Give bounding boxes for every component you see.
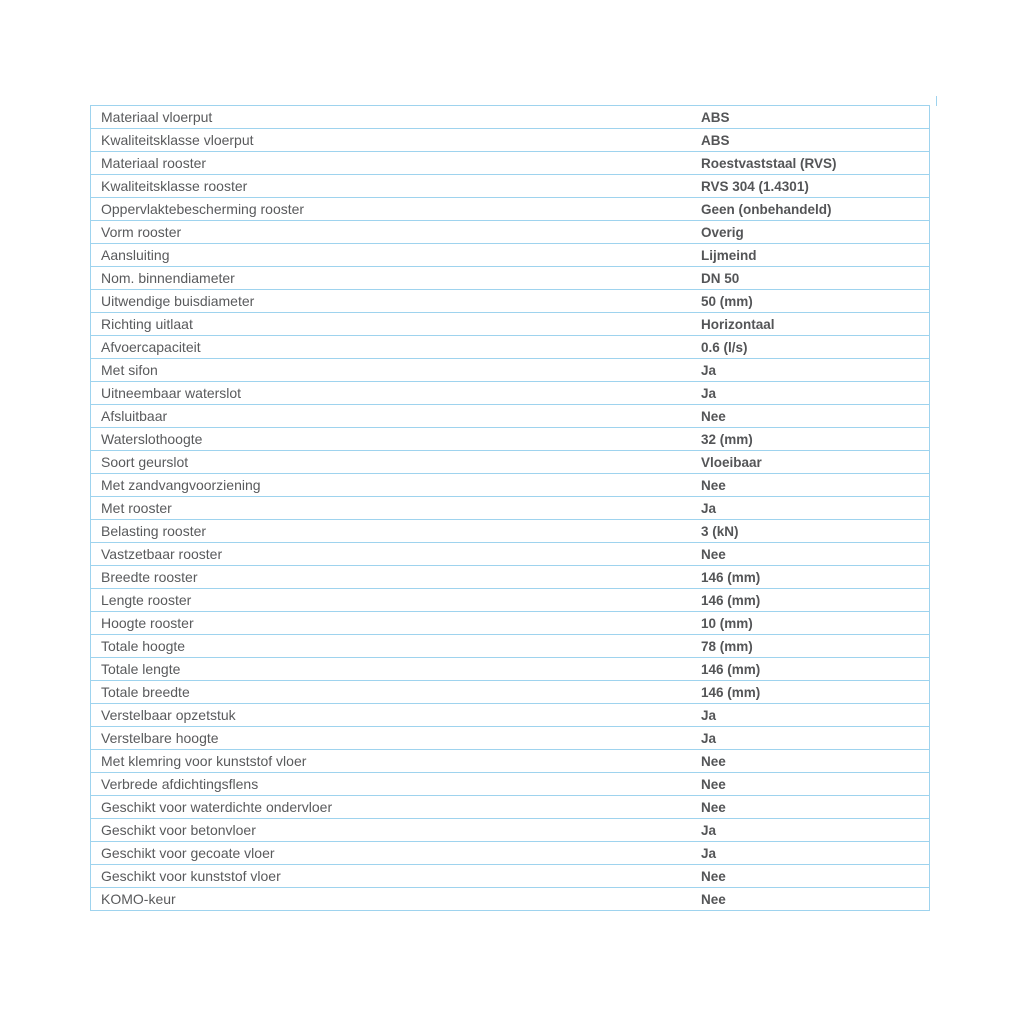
spec-label: Oppervlaktebescherming rooster bbox=[101, 201, 305, 217]
spec-value: DN 50 bbox=[701, 270, 740, 286]
spec-label: Totale breedte bbox=[101, 684, 190, 700]
spec-value: Nee bbox=[701, 753, 726, 769]
spec-label: Soort geurslot bbox=[101, 454, 189, 470]
table-row bbox=[91, 635, 929, 658]
table-row bbox=[91, 106, 929, 129]
table-row bbox=[91, 221, 929, 244]
spec-label: Uitwendige buisdiameter bbox=[101, 293, 255, 309]
spec-value: ABS bbox=[701, 132, 730, 148]
spec-value: 3 (kN) bbox=[701, 523, 739, 539]
spec-value: 146 (mm) bbox=[701, 569, 761, 585]
table-row bbox=[91, 543, 929, 566]
spec-value: Nee bbox=[701, 891, 726, 907]
table-row bbox=[91, 451, 929, 474]
table-row bbox=[91, 865, 929, 888]
spec-value: Ja bbox=[701, 707, 717, 723]
spec-value: Ja bbox=[701, 500, 717, 516]
table-row bbox=[91, 658, 929, 681]
spec-label: Lengte rooster bbox=[101, 592, 192, 608]
table-row bbox=[91, 819, 929, 842]
spec-label: Met zandvangvoorziening bbox=[101, 477, 261, 493]
table-row bbox=[91, 520, 929, 543]
spec-value: 78 (mm) bbox=[701, 638, 753, 654]
spec-value: Nee bbox=[701, 776, 726, 792]
table-row bbox=[91, 290, 929, 313]
spec-value: Nee bbox=[701, 546, 726, 562]
spec-label: Geschikt voor gecoate vloer bbox=[101, 845, 275, 861]
spec-label: Nom. binnendiameter bbox=[101, 270, 235, 286]
spec-value: Ja bbox=[701, 822, 717, 838]
spec-label: Waterslothoogte bbox=[101, 431, 203, 447]
spec-label: Kwaliteitsklasse vloerput bbox=[101, 132, 254, 148]
table-row bbox=[91, 152, 929, 175]
table-row bbox=[91, 888, 929, 910]
table-row bbox=[91, 773, 929, 796]
spec-label: Belasting rooster bbox=[101, 523, 207, 539]
spec-label: Verstelbare hoogte bbox=[101, 730, 219, 746]
spec-value: Horizontaal bbox=[701, 316, 775, 332]
spec-label: Verbrede afdichtingsflens bbox=[101, 776, 259, 792]
spec-label: Materiaal rooster bbox=[101, 155, 207, 171]
spec-value: Lijmeind bbox=[701, 247, 757, 263]
spec-value: 146 (mm) bbox=[701, 661, 761, 677]
table-row bbox=[91, 175, 929, 198]
spec-value: Ja bbox=[701, 845, 717, 861]
table-row bbox=[91, 566, 929, 589]
spec-value: Nee bbox=[701, 477, 726, 493]
spec-label: Totale lengte bbox=[101, 661, 181, 677]
spec-value: 146 (mm) bbox=[701, 684, 761, 700]
spec-value: Nee bbox=[701, 408, 726, 424]
spec-label: Breedte rooster bbox=[101, 569, 198, 585]
table-row bbox=[91, 704, 929, 727]
table-row bbox=[91, 382, 929, 405]
spec-value: 32 (mm) bbox=[701, 431, 753, 447]
table-row bbox=[91, 497, 929, 520]
table-row bbox=[91, 336, 929, 359]
spec-label: KOMO-keur bbox=[101, 891, 176, 907]
spec-value: Vloeibaar bbox=[701, 454, 762, 470]
table-row bbox=[91, 129, 929, 152]
table-row bbox=[91, 842, 929, 865]
spec-label: Met klemring voor kunststof vloer bbox=[101, 753, 307, 769]
table-row bbox=[91, 796, 929, 819]
table-row bbox=[91, 428, 929, 451]
spec-table-body bbox=[91, 106, 929, 910]
spec-label: Hoogte rooster bbox=[101, 615, 194, 631]
spec-label: Vastzetbaar rooster bbox=[101, 546, 223, 562]
table-row bbox=[91, 612, 929, 635]
spec-value: Ja bbox=[701, 385, 717, 401]
spec-label: Aansluiting bbox=[101, 247, 170, 263]
specifications-table bbox=[90, 105, 930, 911]
spec-value: 0.6 (l/s) bbox=[701, 339, 748, 355]
spec-label: Met sifon bbox=[101, 362, 158, 378]
spec-value: Geen (onbehandeld) bbox=[701, 201, 832, 217]
spec-value: Ja bbox=[701, 362, 717, 378]
table-row bbox=[91, 727, 929, 750]
table-row bbox=[91, 359, 929, 382]
table-row bbox=[91, 313, 929, 336]
table-row bbox=[91, 198, 929, 221]
spec-label: Geschikt voor waterdichte ondervloer bbox=[101, 799, 333, 815]
spec-label: Geschikt voor kunststof vloer bbox=[101, 868, 281, 884]
right-border-tick bbox=[936, 96, 937, 106]
spec-label: Kwaliteitsklasse rooster bbox=[101, 178, 248, 194]
spec-label: Richting uitlaat bbox=[101, 316, 193, 332]
spec-value: 50 (mm) bbox=[701, 293, 753, 309]
table-row bbox=[91, 244, 929, 267]
spec-label: Materiaal vloerput bbox=[101, 109, 213, 125]
spec-value: Nee bbox=[701, 868, 726, 884]
spec-value: Overig bbox=[701, 224, 744, 240]
spec-label: Afsluitbaar bbox=[101, 408, 168, 424]
spec-value: Nee bbox=[701, 799, 726, 815]
spec-label: Uitneembaar waterslot bbox=[101, 385, 242, 401]
spec-value: ABS bbox=[701, 109, 730, 125]
spec-label: Geschikt voor betonvloer bbox=[101, 822, 256, 838]
table-row bbox=[91, 267, 929, 290]
spec-label: Afvoercapaciteit bbox=[101, 339, 201, 355]
spec-label: Totale hoogte bbox=[101, 638, 186, 654]
spec-value: Roestvaststaal (RVS) bbox=[701, 155, 837, 171]
spec-label: Met rooster bbox=[101, 500, 172, 516]
spec-label: Verstelbaar opzetstuk bbox=[101, 707, 236, 723]
table-row bbox=[91, 750, 929, 773]
table-row bbox=[91, 405, 929, 428]
spec-value: 146 (mm) bbox=[701, 592, 761, 608]
table-row bbox=[91, 474, 929, 497]
spec-label: Vorm rooster bbox=[101, 224, 182, 240]
table-row bbox=[91, 589, 929, 612]
spec-value: Ja bbox=[701, 730, 717, 746]
spec-value: RVS 304 (1.4301) bbox=[701, 178, 809, 194]
table-row bbox=[91, 681, 929, 704]
spec-value: 10 (mm) bbox=[701, 615, 753, 631]
